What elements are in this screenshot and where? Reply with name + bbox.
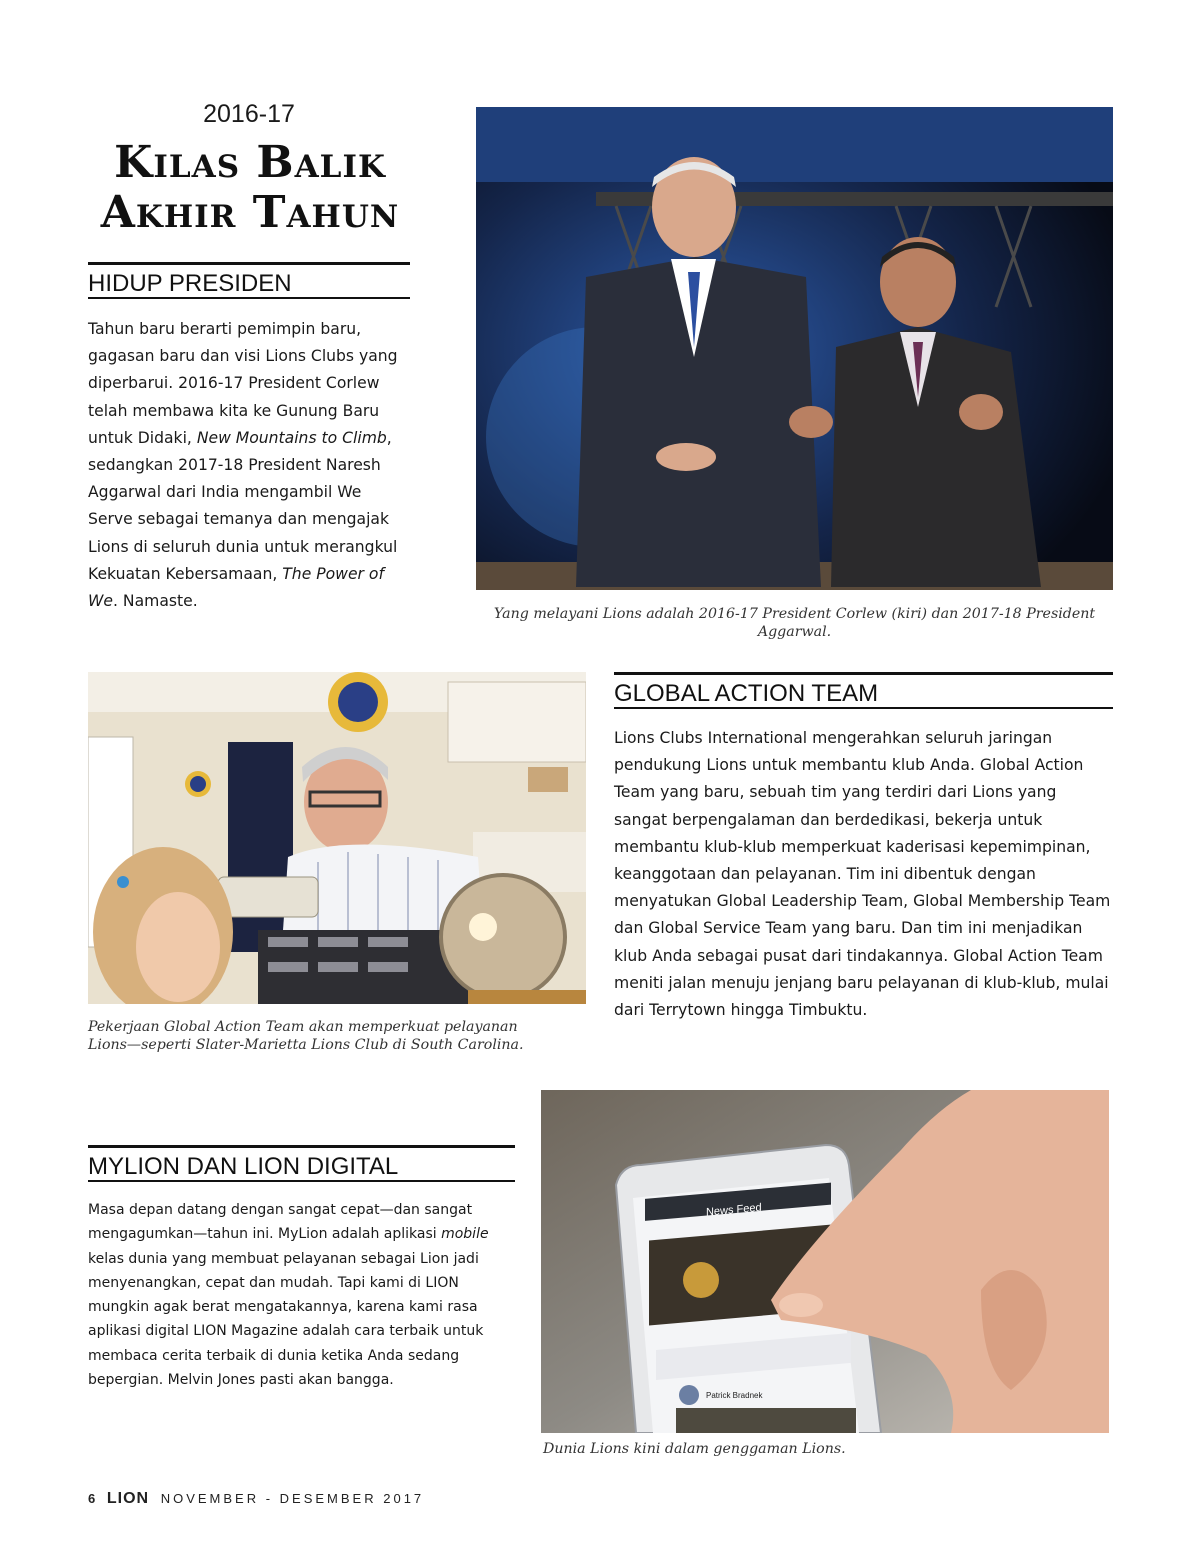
presidents-photo <box>476 107 1113 590</box>
section3-body <box>88 1198 515 1392</box>
section3-text-b: kelas dunia yang membuat pelayanan sebagai Lion jadi menyenangkan, cepat dan mudah. Tapi kami di LION mungkin agak berat mengatakannya, karena kami rasa aplikasi digital LION Magazine adalah cara terbaik untuk membaca cerita terbaik di dunia ketika Anda sedang bepergian. Melvin Jones pasti akan bangga. <box>88 1250 484 1389</box>
section1-text-b: , sedangkan 2017-18 President Naresh Aggarwal dari India mengambil We Serve sebagai temanya dan mengajak Lions di seluruh dunia untuk merangkul Kekuatan Kebersamaan, <box>88 428 398 583</box>
year-label: 2016-17 <box>203 100 295 128</box>
section1-body <box>88 316 410 615</box>
phone-screen-title: News Feed <box>706 1201 762 1219</box>
section1-italic-a: New Mountains to Climb <box>196 428 387 447</box>
footer <box>88 1490 424 1508</box>
section3-text-a: Masa depan datang dengan sangat cepat—dan sangat mengagumkan—tahun ini. MyLion adalah aplikasi <box>88 1202 473 1243</box>
section-heading-global-action-team: GLOBAL ACTION TEAM <box>614 672 1113 709</box>
presidents-photo-caption: Yang melayani Lions adalah 2016-17 President Corlew (kiri) dan 2017-18 President Aggarwal. <box>493 606 1096 640</box>
section-heading-hidup-presiden: HIDUP PRESIDEN <box>88 262 410 299</box>
phone-photo-caption: Dunia Lions kini dalam genggaman Lions. <box>543 1441 846 1457</box>
eye-screening-photo <box>88 672 586 1004</box>
phone-photo <box>541 1090 1109 1433</box>
phone-user-name: Patrick Bradnek <box>706 1391 763 1400</box>
eye-screening-photo-caption <box>88 1018 586 1054</box>
page-title <box>80 138 420 238</box>
page-number: 6 <box>88 1491 96 1506</box>
section1-italic-b: The Power of We <box>88 564 384 611</box>
section1-text-a: Tahun baru berarti pemimpin baru, gagasan baru dan visi Lions Clubs yang diperbarui. 2016-17 President Corlew telah membawa kita ke Gunung Baru untuk Didaki, <box>88 320 398 447</box>
caption-line-1: Pekerjaan Global Action Team akan memperkuat pelayanan <box>88 1019 518 1035</box>
caption-line-2: Lions—seperti Slater-Marietta Lions Club di South Carolina. <box>88 1037 524 1053</box>
section2-body: Lions Clubs International mengerahkan seluruh jaringan pendukung Lions untuk membantu klub Anda. Global Action Team yang baru, sebuah tim yang terdiri dari Lions yang sangat berpengalaman dan berdedikasi, bekerja untuk membantu klub-klub memperkuat kaderisasi kepemimpinan, keanggotaan dan pelayanan. Tim ini dibentuk dengan menyatukan Global Leadership Team, Global Membership Team dan Global Service Team yang baru. Dan tim ini menjadikan klub Anda sebagai pusat dari tindakannya. Global Action Team meniti jalan menuju jenjang baru pelayanan di klub-klub, mulai dari Terrytown hingga Timbuktu. <box>614 729 1111 1020</box>
section1-text-c: . Namaste. <box>113 592 198 611</box>
section-heading-mylion: MYLION DAN LION DIGITAL <box>88 1145 515 1182</box>
issue-date: NOVEMBER - DESEMBER 2017 <box>160 1491 425 1506</box>
title-line-2: Akhir Tahun <box>100 187 400 238</box>
section3-italic: mobile <box>441 1226 489 1243</box>
title-line-1: Kilas Balik <box>114 137 386 188</box>
magazine-name: LION <box>106 1490 150 1507</box>
